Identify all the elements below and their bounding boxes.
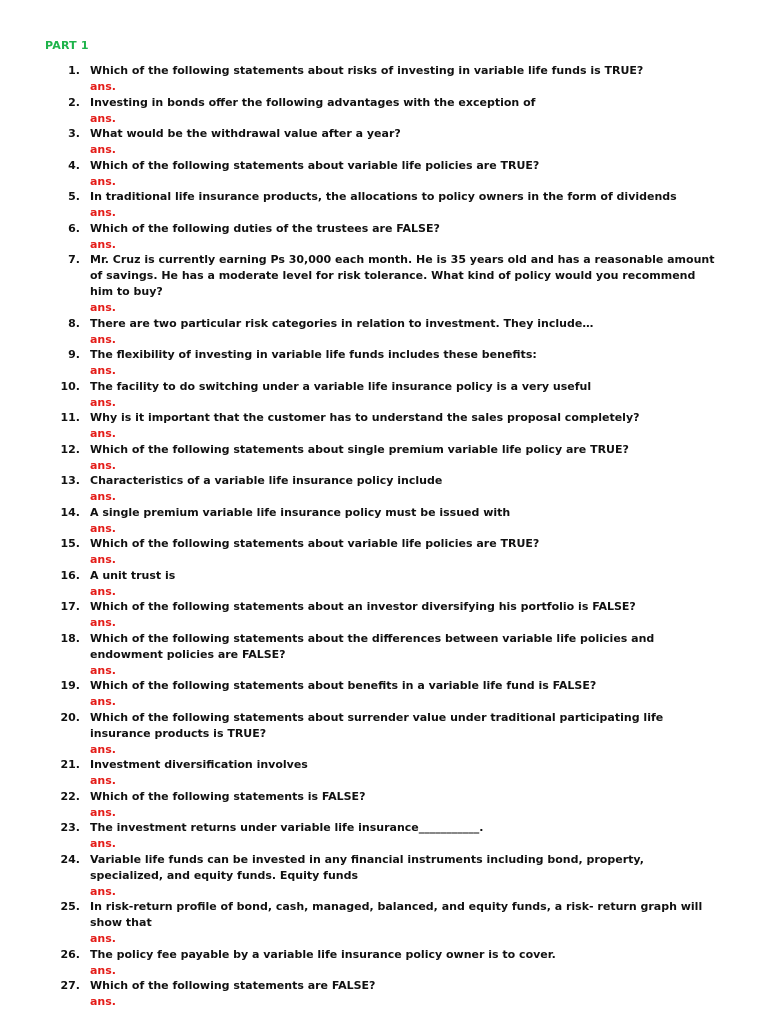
question-number: 25. bbox=[60, 900, 80, 913]
answer-label: ans. bbox=[90, 553, 116, 566]
question-item bbox=[0, 442, 768, 474]
question-text: In risk-return profile of bond, cash, managed, balanced, and equity funds, a risk- return graph will show that bbox=[90, 900, 703, 929]
answer-label: ans. bbox=[90, 584, 116, 598]
question-number: 27. bbox=[60, 979, 80, 992]
question-text: What would be the withdrawal value after a year? bbox=[90, 127, 401, 140]
question-item bbox=[0, 536, 768, 568]
question-text: In traditional life insurance products, the allocations to policy owners in the form of dividends bbox=[90, 190, 677, 203]
question-item bbox=[0, 158, 768, 190]
answer-label: ans. bbox=[90, 111, 116, 125]
question-text: Which of the following statements about benefits in a variable life fund is FALSE? bbox=[90, 679, 597, 692]
answer-label: ans. bbox=[90, 364, 116, 377]
question-number: 13. bbox=[60, 474, 80, 487]
question-item bbox=[0, 710, 768, 758]
answer-label: ans. bbox=[90, 695, 116, 708]
question-text: The investment returns under variable life insurance___________. bbox=[90, 821, 484, 834]
question-text: The policy fee payable by a variable life insurance policy owner is to cover. bbox=[90, 947, 556, 961]
question-item bbox=[0, 63, 768, 95]
answer-label: ans. bbox=[90, 427, 116, 440]
question-item bbox=[0, 221, 768, 253]
question-text: Which of the following duties of the trustees are FALSE? bbox=[90, 221, 440, 235]
question-text: Investing in bonds offer the following advantages with the exception of bbox=[90, 95, 536, 109]
question-number: 2. bbox=[68, 95, 80, 109]
question-text: The flexibility of investing in variable life funds includes these benefits: bbox=[90, 348, 537, 361]
answer-label: ans. bbox=[90, 805, 116, 819]
answer-label: ans. bbox=[90, 663, 116, 677]
question-number: 19. bbox=[60, 679, 80, 692]
question-number: 4. bbox=[68, 158, 80, 172]
question-number: 11. bbox=[60, 411, 80, 424]
question-item bbox=[0, 599, 768, 631]
answer-label: ans. bbox=[90, 206, 116, 219]
question-text: There are two particular risk categories in relation to investment. They include… bbox=[90, 316, 594, 330]
answer-label: ans. bbox=[90, 332, 116, 346]
answer-label: ans. bbox=[90, 837, 116, 850]
question-item bbox=[0, 95, 768, 127]
question-number: 7. bbox=[68, 253, 80, 266]
question-item bbox=[0, 852, 768, 900]
question-text: Which of the following statements about the differences between variable life policies and endowment policies are FALSE? bbox=[90, 631, 655, 661]
question-number: 6. bbox=[68, 221, 80, 235]
answer-label: ans. bbox=[90, 143, 116, 156]
question-number: 3. bbox=[68, 127, 80, 140]
question-item bbox=[0, 316, 768, 348]
question-text: Mr. Cruz is currently earning Ps 30,000 each month. He is 35 years old and has a reasonable amount of savings. He has a moderate level for risk tolerance. What kind of policy would you recommend him to buy? bbox=[90, 253, 715, 298]
question-number: 15. bbox=[60, 537, 80, 550]
question-item bbox=[0, 347, 768, 379]
answer-label: ans. bbox=[90, 521, 116, 535]
answer-label: ans. bbox=[90, 174, 116, 188]
question-text: Which of the following statements is FALSE? bbox=[90, 789, 366, 803]
question-text: Which of the following statements are FALSE? bbox=[90, 979, 376, 992]
question-item bbox=[0, 789, 768, 821]
question-number: 17. bbox=[60, 600, 80, 613]
question-item bbox=[0, 189, 768, 221]
answer-label: ans. bbox=[90, 742, 116, 756]
question-item bbox=[0, 568, 768, 600]
question-number: 14. bbox=[60, 505, 80, 519]
question-number: 16. bbox=[60, 568, 80, 582]
answer-label: ans. bbox=[90, 80, 116, 93]
answer-label: ans. bbox=[90, 458, 116, 472]
question-number: 24. bbox=[60, 852, 80, 866]
question-text: Which of the following statements about variable life policies are TRUE? bbox=[90, 537, 540, 550]
question-list bbox=[0, 63, 768, 1010]
answer-label: ans. bbox=[90, 995, 116, 1008]
answer-label: ans. bbox=[90, 884, 116, 898]
question-text: Which of the following statements about an investor diversifying his portfolio is FALSE? bbox=[90, 600, 636, 613]
question-text: Investment diversification involves bbox=[90, 758, 308, 771]
question-item bbox=[0, 678, 768, 710]
answer-label: ans. bbox=[90, 395, 116, 409]
part-heading: PART 1 bbox=[45, 39, 89, 52]
question-number: 9. bbox=[68, 348, 80, 361]
question-text: A unit trust is bbox=[90, 568, 176, 582]
question-number: 10. bbox=[60, 379, 80, 393]
question-number: 26. bbox=[60, 947, 80, 961]
question-item bbox=[0, 947, 768, 979]
question-number: 8. bbox=[68, 316, 80, 330]
question-text: Variable life funds can be invested in any financial instruments including bond, property, specialized, and equity funds. Equity funds bbox=[90, 852, 644, 882]
question-item bbox=[0, 899, 768, 947]
question-item bbox=[0, 757, 768, 789]
question-text: Which of the following statements about risks of investing in variable life funds is TRUE? bbox=[90, 64, 644, 77]
question-item bbox=[0, 505, 768, 537]
answer-label: ans. bbox=[90, 774, 116, 787]
answer-label: ans. bbox=[90, 963, 116, 977]
question-item bbox=[0, 252, 768, 316]
question-text: A single premium variable life insurance policy must be issued with bbox=[90, 505, 511, 519]
answer-label: ans. bbox=[90, 932, 116, 945]
question-item bbox=[0, 126, 768, 158]
question-item bbox=[0, 820, 768, 852]
question-number: 20. bbox=[60, 710, 80, 724]
question-text: The facility to do switching under a variable life insurance policy is a very useful bbox=[90, 379, 592, 393]
question-text: Characteristics of a variable life insurance policy include bbox=[90, 474, 443, 487]
question-number: 1. bbox=[68, 64, 80, 77]
question-item bbox=[0, 473, 768, 505]
answer-label: ans. bbox=[90, 616, 116, 629]
question-text: Which of the following statements about surrender value under traditional participating life insurance products is TRUE? bbox=[90, 710, 664, 740]
question-number: 18. bbox=[60, 631, 80, 645]
question-item bbox=[0, 978, 768, 1010]
question-number: 22. bbox=[60, 789, 80, 803]
question-item bbox=[0, 379, 768, 411]
answer-label: ans. bbox=[90, 301, 116, 314]
question-number: 23. bbox=[60, 821, 80, 834]
question-number: 12. bbox=[60, 442, 80, 456]
question-text: Which of the following statements about variable life policies are TRUE? bbox=[90, 158, 540, 172]
question-number: 21. bbox=[60, 758, 80, 771]
question-item bbox=[0, 410, 768, 442]
question-text: Why is it important that the customer has to understand the sales proposal completely? bbox=[90, 411, 640, 424]
answer-label: ans. bbox=[90, 237, 116, 251]
question-text: Which of the following statements about single premium variable life policy are TRUE? bbox=[90, 442, 629, 456]
question-item bbox=[0, 631, 768, 679]
question-number: 5. bbox=[68, 190, 80, 203]
answer-label: ans. bbox=[90, 490, 116, 503]
